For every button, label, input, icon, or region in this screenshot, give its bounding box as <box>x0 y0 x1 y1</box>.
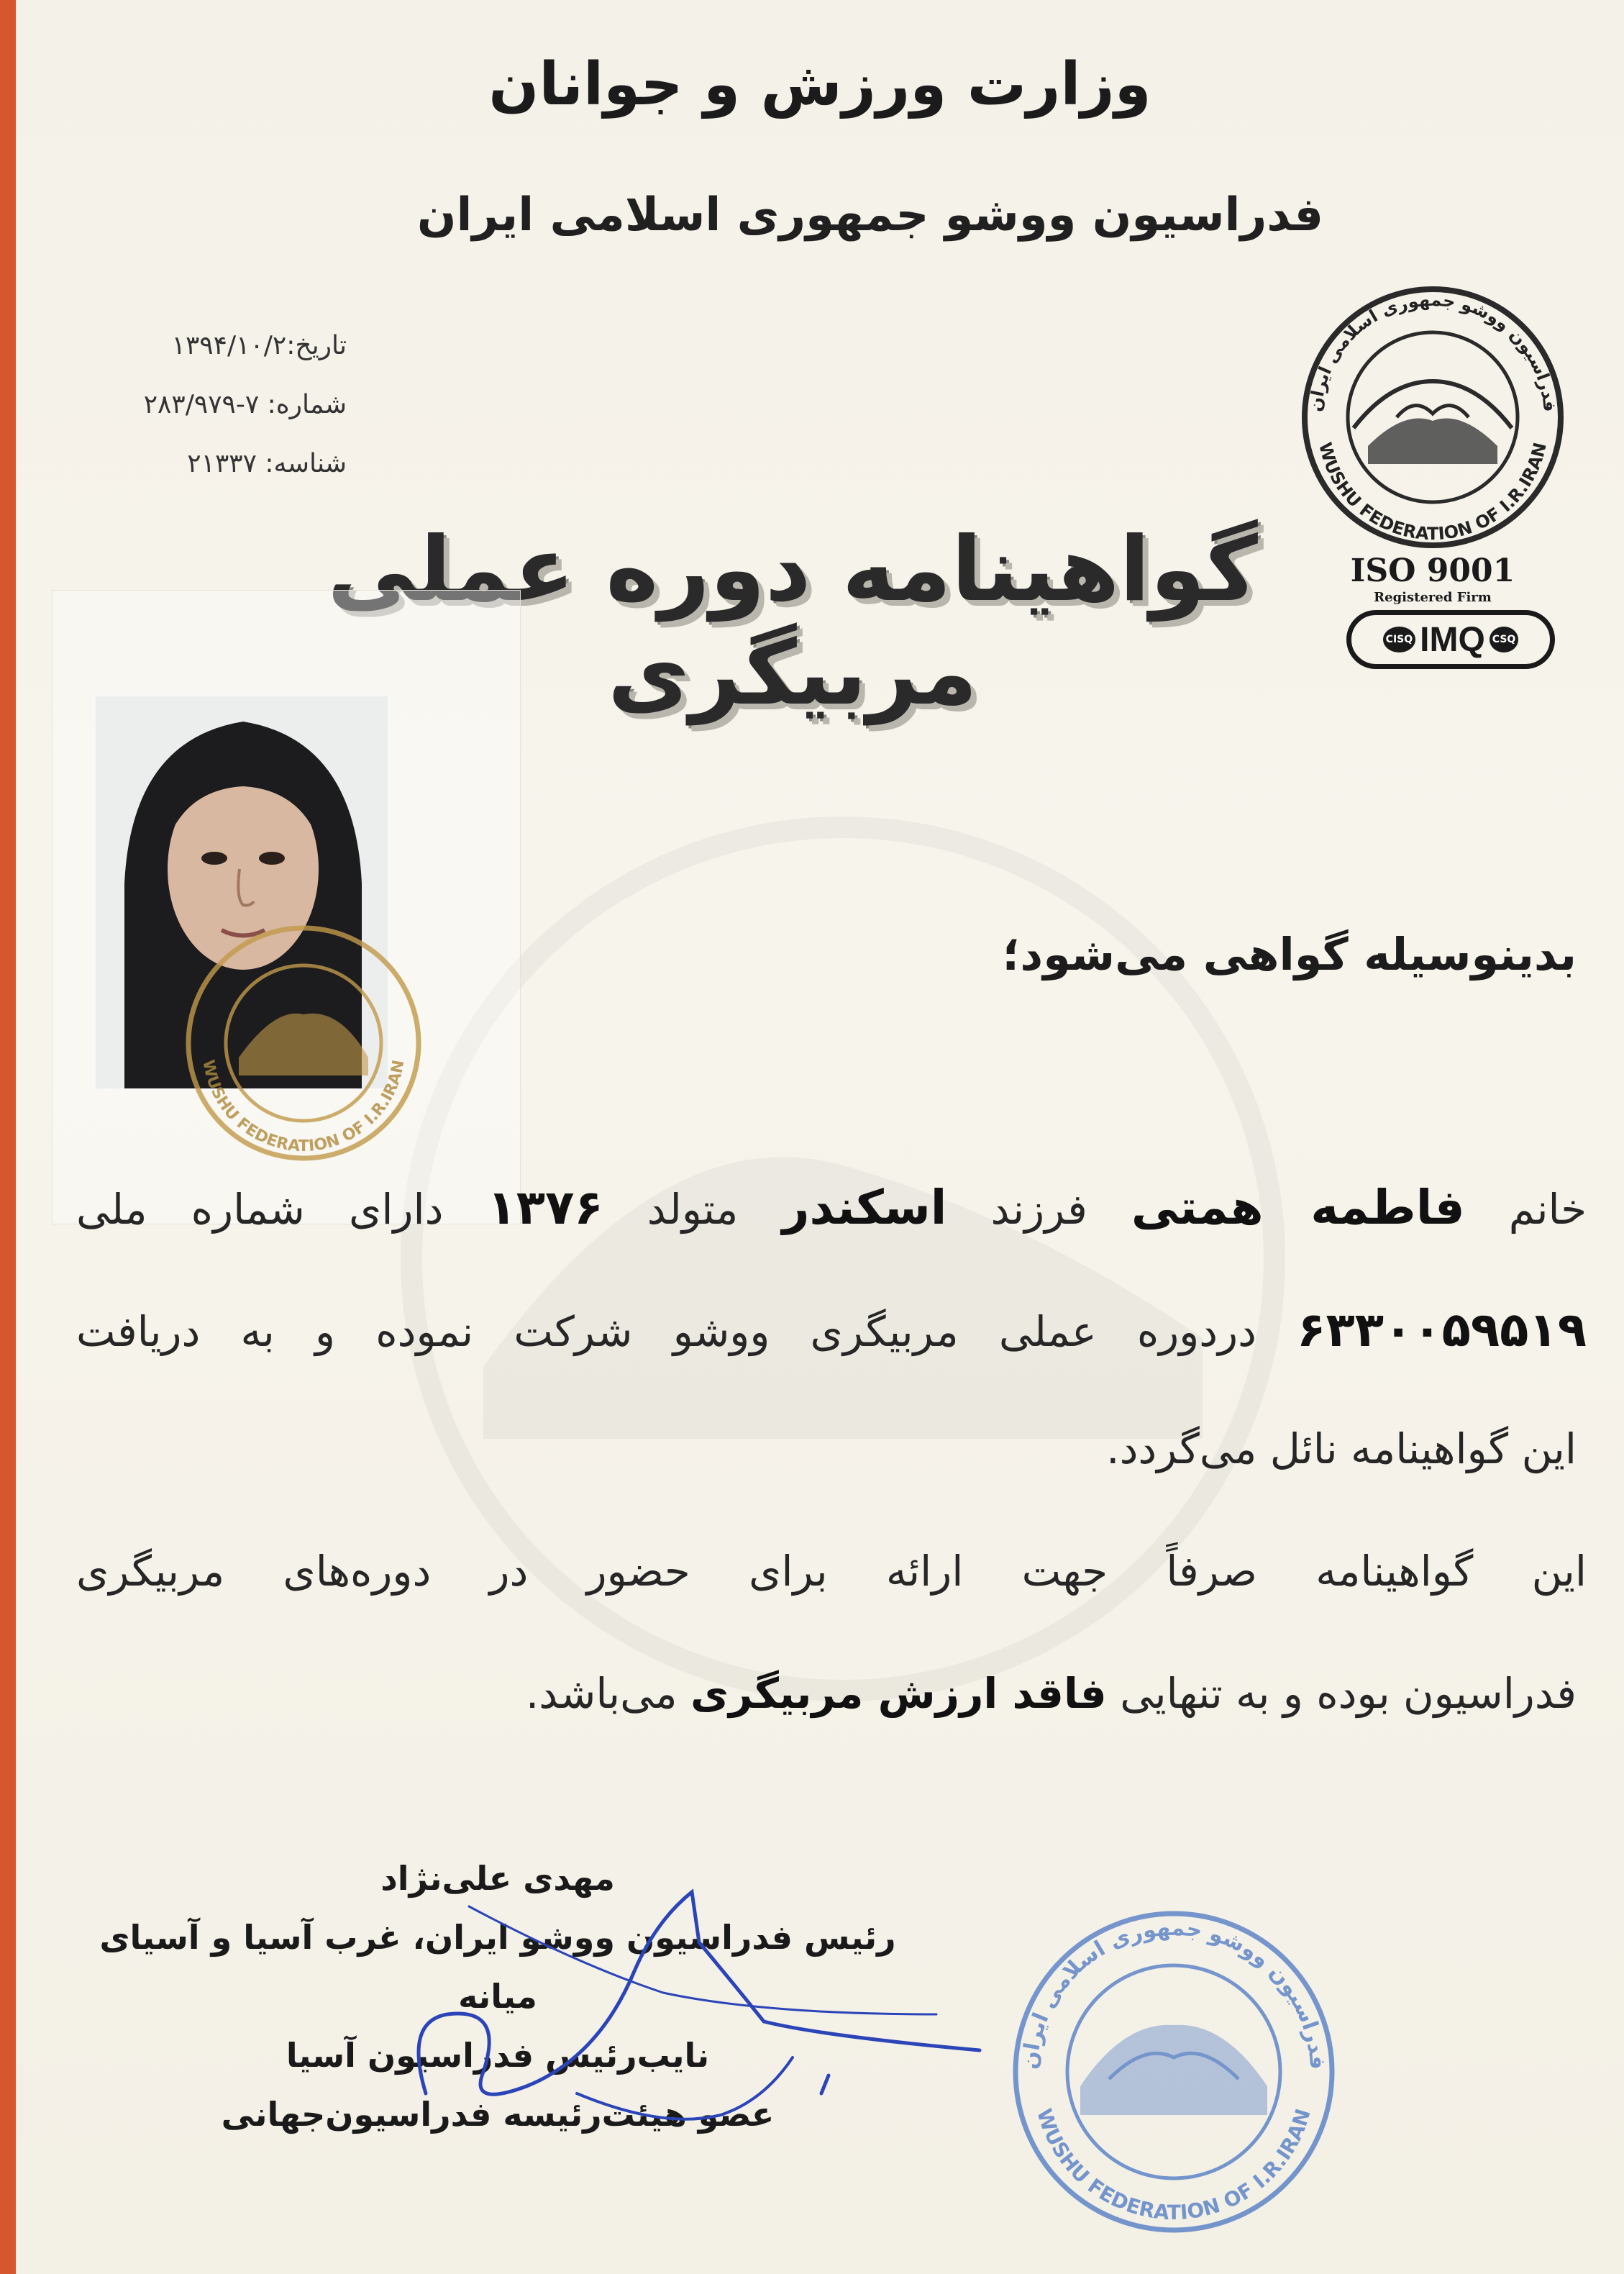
federation-logo-block <box>1289 273 1577 676</box>
text-notice-2a: فدراسیون بوده و به تنهایی <box>1120 1669 1577 1718</box>
document-meta <box>59 317 347 494</box>
certificate-title: گواهینامه دوره عملی مربیگری <box>327 518 1258 725</box>
signatory-role-3: عضو هیئت‌رئیسه فدراسیون‌جهانی <box>221 2095 775 2134</box>
body-line-1 <box>76 1180 1587 1235</box>
body-line-2 <box>76 1302 1587 1357</box>
meta-id <box>59 435 347 494</box>
federation-seal-icon <box>1289 273 1577 561</box>
text-course: دردوره عملی مربیگری ووشو شرکت نموده و به دریافت <box>76 1307 1256 1356</box>
csq-mark: CSQ <box>1490 627 1519 652</box>
signature-icon <box>361 1842 1008 2144</box>
meta-number <box>59 376 347 435</box>
body-line-5 <box>526 1669 1577 1718</box>
iso-title: ISO 9001 <box>1350 552 1515 589</box>
federation-title: فدراسیون ووشو جمهوری اسلامی ایران <box>416 188 1324 242</box>
ministry-title: وزارت ورزش و جوانان <box>488 50 1151 119</box>
iso-subtitle: Registered Firm <box>1374 590 1492 605</box>
text-motevaled: متولد <box>647 1185 739 1234</box>
date-label: تاریخ: <box>286 331 347 360</box>
svg-text:WUSHU FEDERATION OF I.R.IRAN: WUSHU FEDERATION OF I.R.IRAN <box>1315 440 1551 545</box>
number-value: ۷-۲۸۳/۹۷۹ <box>143 390 260 419</box>
signatory-role-1: رئیس فدراسیون ووشو ایران، غرب آسیا و آسیای میانه <box>99 1918 896 2016</box>
iso-badge <box>1346 610 1555 669</box>
birth-year: ۱۳۷۶ <box>487 1180 603 1235</box>
date-value: ۱۳۹۴/۱۰/۲ <box>171 331 287 360</box>
id-label: شناسه: <box>265 449 347 478</box>
text-notice-2b: می‌باشد. <box>525 1669 678 1718</box>
certification-intro: بدینوسیله گواهی می‌شود؛ <box>1002 928 1577 981</box>
id-value: ۲۱۳۳۷ <box>187 449 257 478</box>
svg-text:WUSHU FEDERATION OF I.R.IRAN: WUSHU FEDERATION OF I.R.IRAN <box>199 1058 409 1156</box>
signatory-name: مهدی علی‌نژاد <box>380 1859 615 1898</box>
father-name: اسکندر <box>782 1180 947 1235</box>
signatory-role-2: نایب‌رئیس فدراسیون آسیا <box>286 2036 710 2075</box>
imq-mark: IMQ <box>1420 620 1485 659</box>
holder-name: فاطمه همتی <box>1131 1180 1465 1235</box>
text-farzand: فرزند <box>990 1185 1087 1234</box>
body-line-4 <box>76 1547 1587 1596</box>
gold-stamp-icon <box>174 914 433 1173</box>
certificate-page <box>16 0 1624 2274</box>
meta-date <box>59 317 347 376</box>
svg-text:فدراسیون ووشو جمهوری اسلامی ای: فدراسیون ووشو جمهوری اسلامی ایران <box>1017 1915 1331 2070</box>
svg-text:WUSHU FEDERATION OF I.R.IRAN: WUSHU FEDERATION OF I.R.IRAN <box>1032 2106 1315 2225</box>
text-khanom: خانم <box>1508 1185 1587 1234</box>
number-label: شماره: <box>267 390 347 419</box>
blue-stamp-icon <box>1001 1899 1346 2245</box>
national-id: ۶۳۳۰۰۵۹۵۱۹ <box>1297 1302 1587 1357</box>
cisq-mark: CISQ <box>1383 627 1415 652</box>
body-line-3: این گواهینامه نائل می‌گردد. <box>1106 1424 1577 1473</box>
text-national-id-label: دارای شماره ملی <box>76 1185 444 1234</box>
svg-text:فدراسیون ووشو جمهوری اسلامی ای: فدراسیون ووشو جمهوری اسلامی ایران <box>1305 289 1560 413</box>
text-no-coaching-value: فاقد ارزش مربیگری <box>690 1669 1107 1718</box>
text-notice: این گواهینامه صرفاً جهت ارائه برای حضور در دوره‌های مربیگری <box>76 1547 1587 1596</box>
